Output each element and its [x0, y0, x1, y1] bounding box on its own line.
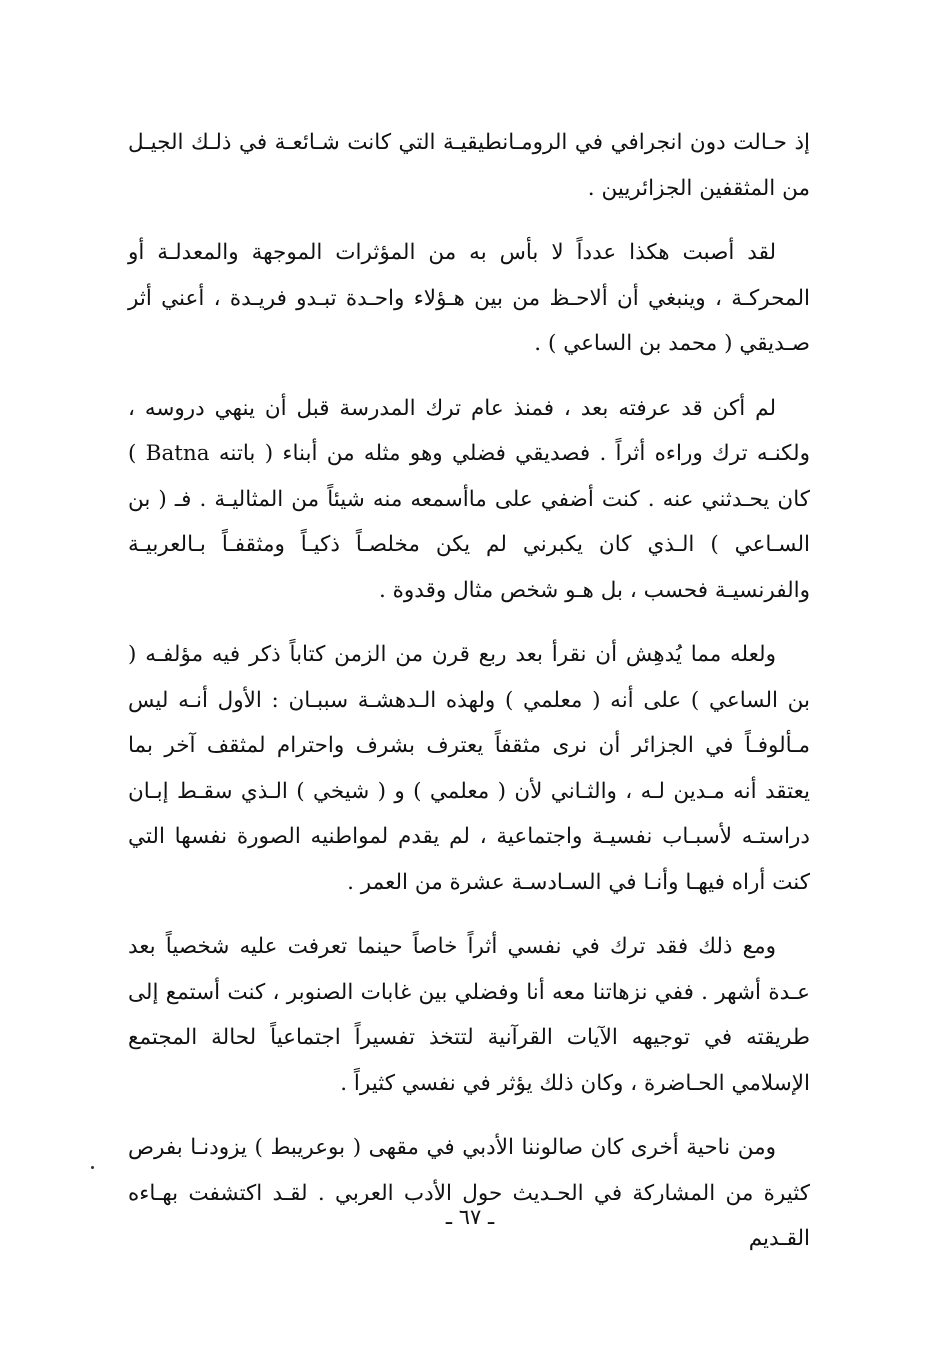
paragraph-6: ومن ناحية أخرى كان صالوننا الأدبي في مقهى ( بوعريبط ) يزودنـا بفرص كثيرة من المشاركة في الحـديث حول الأدب العربي . لقـد اكتشفت بهـاءه القـديم	[128, 1135, 810, 1251]
paragraph-3: لم أكن قد عرفته بعد ، فمنذ عام ترك المدرسة قبل أن ينهي دروسه ، ولكنـه ترك وراءه أثراً . فصديقي فضلي وهو مثله من أبناء ( باتنه Batna ) كان يحـدثني عنه . كنت أضفي على ماأسمعه منه شيئاً من المثاليـة . فـ ( بن السـاعي ) الـذي كان يكبرني لم يكن مخلصـاً ذكيـاً ومثقفـاً بـالعربيـة والفرنسيـة فحسب ، بل هـو شخص مثال وقدوة .	[128, 395, 810, 603]
paragraph-1: إذ حـالت دون انجرافي في الرومـانطيقيـة التي كانت شـائعـة في ذلـك الجيـل من المثقفين الجزائريين .	[128, 130, 810, 201]
scan-speck	[91, 1166, 94, 1169]
page-number: ـ ٦٧ ـ	[445, 1205, 495, 1229]
paragraph-5: ومع ذلك فقد ترك في نفسي أثراً خاصاً حينما تعرفت عليه شخصياً بعد عـدة أشهر . ففي نزهاتنا معه أنا وفضلي بين غابات الصنوبر ، كنت أستمع إلى طريقته في توجيهه الآيات القرآنية لتتخذ تفسيراً اجتماعياً لحالة المجتمع الإسلامي الحـاضرة ، وكان ذلك يؤثر في نفسي كثيراً .	[128, 934, 810, 1096]
paragraph-2: لقد أصبت هكذا عدداً لا بأس به من المؤثرات الموجهة والمعدلـة أو المحركـة ، وينبغي أن ألاحـظ من بين هـؤلاء واحـدة تبـدو فريـدة ، أعني أثر صـديقي ( محمد بن الساعي ) .	[128, 240, 810, 356]
paragraph-4: ولعله مما يُدهِش أن نقرأ بعد ربع قرن من الزمن كتاباً ذكر فيه مؤلفـه ( بن الساعي ) على أنه ( معلمي ) ولهذه الـدهشـة سببـان : الأول أنـه ليس مـألوفـاً في الجزائر أن نرى مثقفاً يعترف بشرف واحترام لمثقف آخر بما يعتقد أنه مـدين لـه ، والثـاني لأن ( معلمي ) و ( شيخي ) الـذي سقـط إبـان دراستـه لأسبـاب نفسيـة واجتماعية ، لم يقدم لمواطنيه الصورة نفسها التي كنت أراه فيهـا وأنـا في السـادسـة عشرة من العمر .	[128, 642, 810, 895]
body-text	[128, 120, 810, 1281]
